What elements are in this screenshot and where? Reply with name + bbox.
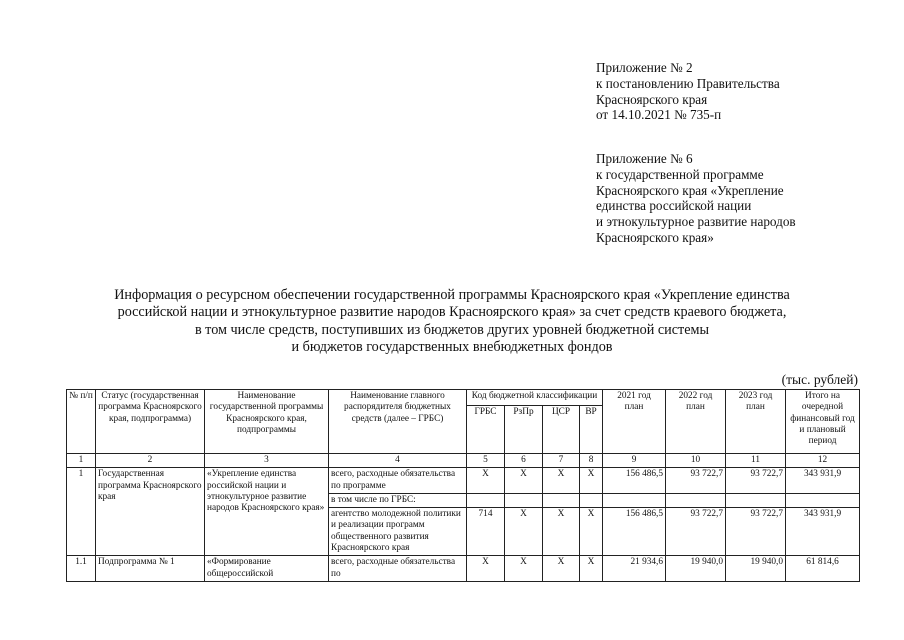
appendix-program-line: единства российской нации bbox=[596, 198, 752, 214]
cell-rzpr: X bbox=[505, 508, 543, 556]
column-number: 1 bbox=[67, 454, 96, 468]
column-number: 2 bbox=[96, 454, 205, 468]
header-rzpr: РзПр bbox=[505, 406, 543, 454]
table-row bbox=[67, 556, 860, 582]
row-status: Подпрограмма № 1 bbox=[96, 556, 205, 582]
cell-rzpr: X bbox=[505, 468, 543, 494]
row-incl-label: в том числе по ГРБС: bbox=[329, 493, 467, 507]
cell-2023: 93 722,7 bbox=[726, 508, 786, 556]
cell-empty bbox=[580, 493, 603, 507]
cell-rzpr: X bbox=[505, 556, 543, 582]
resource-table bbox=[66, 389, 860, 582]
column-number: 4 bbox=[329, 454, 467, 468]
header-status: Статус (государственная программа Красноярского края, подпрограмма) bbox=[96, 390, 205, 454]
appendix-current-line: от 14.10.2021 № 735-п bbox=[596, 107, 722, 123]
column-number: 3 bbox=[205, 454, 329, 468]
cell-2022: 93 722,7 bbox=[666, 468, 726, 494]
title-line: российской нации и этнокультурное развитие народов Красноярского края» за счет средств краевого бюджета, bbox=[117, 304, 787, 321]
appendix-program-line: Приложение № 6 bbox=[596, 151, 693, 166]
column-number: 10 bbox=[666, 454, 726, 468]
header-2022 bbox=[666, 390, 726, 454]
title-line: и бюджетов государственных внебюджетных фондов bbox=[291, 338, 613, 355]
cell-empty bbox=[786, 493, 860, 507]
row-program-name: «Формирование общероссийской bbox=[205, 556, 329, 582]
document-title bbox=[40, 287, 864, 356]
cell-csr: X bbox=[543, 508, 580, 556]
appendix-program-line: к государственной программе bbox=[596, 166, 764, 182]
cell-empty bbox=[603, 493, 666, 507]
units-label: (тыс. рублей) bbox=[781, 372, 858, 387]
appendix-current-line: Приложение № 2 bbox=[596, 60, 693, 75]
cell-grbs: 714 bbox=[467, 508, 505, 556]
header-2021-year: 2021 год bbox=[617, 391, 651, 401]
cell-vr: X bbox=[580, 556, 603, 582]
cell-vr: X bbox=[580, 468, 603, 494]
row-num: 1 bbox=[67, 468, 96, 556]
header-2021-plan: план bbox=[624, 402, 644, 413]
header-2023-plan: план bbox=[746, 402, 765, 413]
appendix-program-line: Красноярского края» bbox=[596, 229, 714, 245]
cell-total: 343 931,9 bbox=[786, 468, 860, 494]
column-number: 6 bbox=[505, 454, 543, 468]
header-name: Наименование государственной программы Красноярского края, подпрограммы bbox=[205, 390, 329, 454]
cell-grbs: X bbox=[467, 556, 505, 582]
column-number: 9 bbox=[603, 454, 666, 468]
header-vr: ВР bbox=[580, 406, 603, 454]
row-total-label: всего, расходные обязательства по программе bbox=[329, 468, 467, 494]
header-2023 bbox=[726, 390, 786, 454]
header-2022-plan: план bbox=[686, 402, 705, 413]
cell-empty bbox=[543, 493, 580, 507]
cell-2022: 93 722,7 bbox=[666, 508, 726, 556]
column-number-row bbox=[67, 454, 860, 468]
header-2023-year: 2023 год bbox=[738, 391, 773, 401]
appendix-current-line: к постановлению Правительства bbox=[596, 75, 780, 91]
cell-empty bbox=[467, 493, 505, 507]
row-total-label: всего, расходные обязательства по bbox=[329, 556, 467, 582]
cell-empty bbox=[505, 493, 543, 507]
cell-vr: X bbox=[580, 508, 603, 556]
table-row bbox=[67, 468, 860, 494]
header-code-group: Код бюджетной классификации bbox=[467, 390, 603, 406]
cell-2023: 93 722,7 bbox=[726, 468, 786, 494]
cell-total: 61 814,6 bbox=[786, 556, 860, 582]
row-program-name: «Укрепление единства российской нации и этнокультурное развитие народов Красноярского края» bbox=[205, 468, 329, 556]
header-csr: ЦСР bbox=[543, 406, 580, 454]
row-num: 1.1 bbox=[67, 556, 96, 582]
cell-2021: 21 934,6 bbox=[603, 556, 666, 582]
header-grbs-name: Наименование главного распорядителя бюджетных средств (далее – ГРБС) bbox=[329, 390, 467, 454]
column-number: 8 bbox=[580, 454, 603, 468]
cell-empty bbox=[726, 493, 786, 507]
cell-total: 343 931,9 bbox=[786, 508, 860, 556]
header-grbs: ГРБС bbox=[467, 406, 505, 454]
header-total: Итого на очередной финансовый год и плановый период bbox=[786, 390, 860, 454]
row-status: Государственная программа Красноярского края bbox=[96, 468, 205, 556]
header-num: № п/п bbox=[67, 390, 96, 454]
cell-empty bbox=[666, 493, 726, 507]
appendix-program-line: и этнокультурное развитие народов bbox=[596, 214, 796, 230]
row-agency-label: агентство молодежной политики и реализации программ общественного развития Красноярского края bbox=[329, 508, 467, 556]
cell-2022: 19 940,0 bbox=[666, 556, 726, 582]
cell-2021: 156 486,5 bbox=[603, 508, 666, 556]
title-line: в том числе средств, поступивших из бюджетов других уровней бюджетной системы bbox=[194, 321, 710, 338]
cell-grbs: X bbox=[467, 468, 505, 494]
column-number: 7 bbox=[543, 454, 580, 468]
cell-csr: X bbox=[543, 468, 580, 494]
header-2021 bbox=[603, 390, 666, 454]
appendix-program-line: Красноярского края «Укрепление bbox=[596, 182, 784, 198]
cell-csr: X bbox=[543, 556, 580, 582]
title-line: Информация о ресурсном обеспечении государственной программы Красноярского края «Укрепление единства bbox=[114, 287, 790, 303]
cell-2023: 19 940,0 bbox=[726, 556, 786, 582]
appendix-current-block bbox=[596, 60, 780, 123]
header-2022-year: 2022 год bbox=[678, 391, 713, 401]
column-number: 12 bbox=[786, 454, 860, 468]
column-number: 5 bbox=[467, 454, 505, 468]
column-number: 11 bbox=[726, 454, 786, 468]
cell-2021: 156 486,5 bbox=[603, 468, 666, 494]
appendix-current-line: Красноярского края bbox=[596, 91, 708, 107]
header-row bbox=[67, 390, 860, 406]
appendix-program-block bbox=[596, 151, 796, 246]
